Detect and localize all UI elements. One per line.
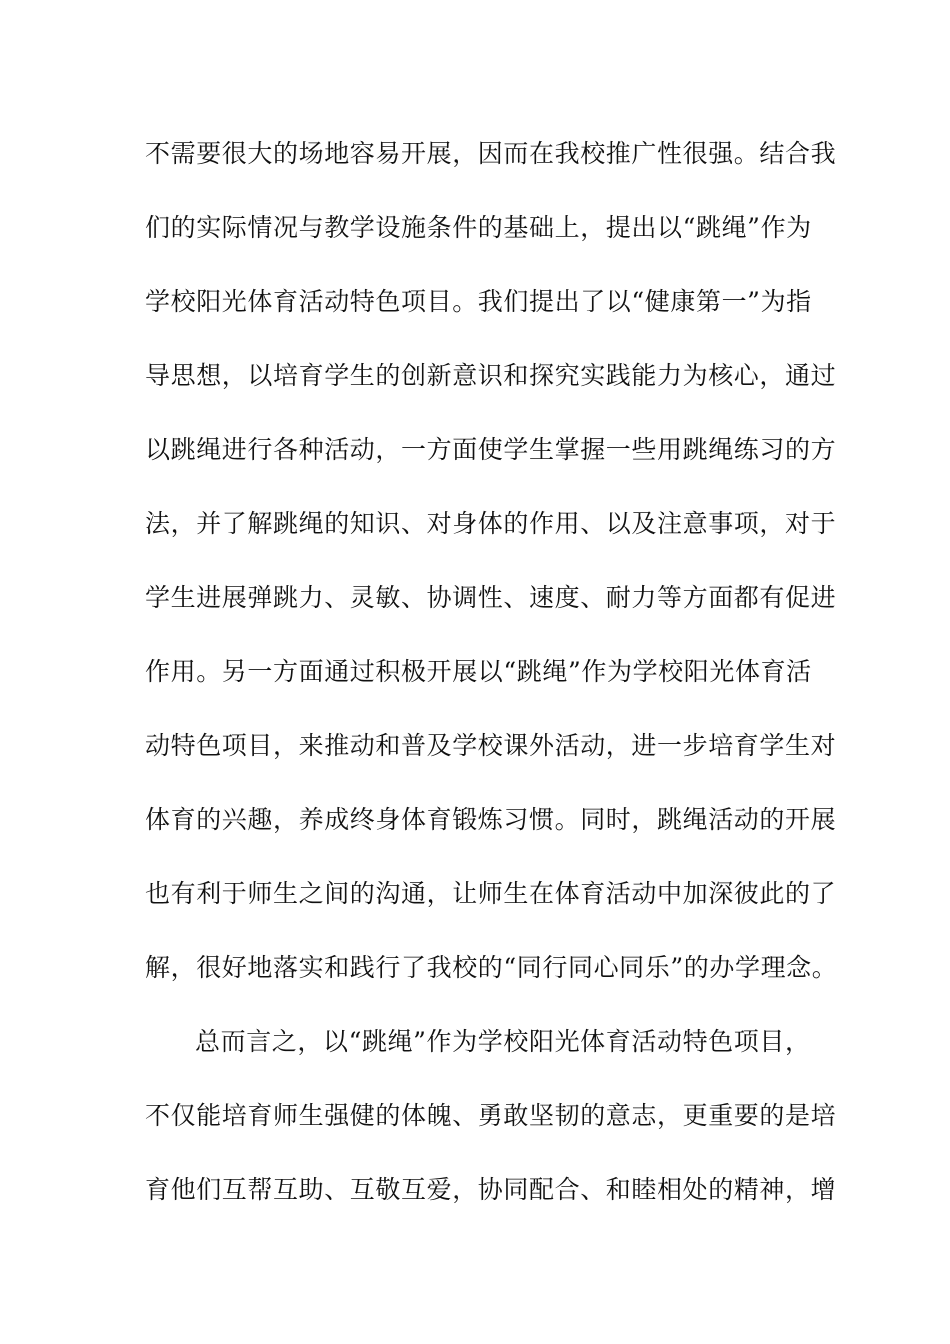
text-line: 们的实际情况与教学设施条件的基础上，提出以“跳绳”作为 (145, 213, 812, 242)
text-line: 总而言之，以“跳绳”作为学校阳光体育活动特色项目， (195, 1027, 811, 1056)
text-line: 不仅能培育师生强健的体魄、勇敢坚韧的意志，更重要的是培 (145, 1101, 837, 1130)
text-line: 育他们互帮互助、互敬互爱，协同配合、和睦相处的精神，增 (145, 1175, 837, 1204)
text-line: 体育的兴趣，养成终身体育锻炼习惯。同时，跳绳活动的开展 (145, 805, 837, 834)
paragraph-1 (145, 130, 838, 1018)
paragraph-2 (145, 1018, 837, 1240)
text-line: 法，并了解跳绳的知识、对身体的作用、以及注意事项，对于 (145, 509, 837, 538)
text-line: 以跳绳进行各种活动，一方面使学生掌握一些用跳绳练习的方 (145, 435, 837, 464)
document-body (145, 130, 838, 1240)
text-line: 解，很好地落实和践行了我校的“同行同心同乐”的办学理念。 (145, 953, 838, 982)
text-line: 作用。另一方面通过积极开展以“跳绳”作为学校阳光体育活 (145, 657, 812, 686)
text-line: 导思想，以培育学生的创新意识和探究实践能力为核心，通过 (145, 361, 837, 390)
text-line: 学校阳光体育活动特色项目。我们提出了以“健康第一”为指 (145, 287, 812, 316)
text-line: 不需要很大的场地容易开展，因而在我校推广性很强。结合我 (145, 139, 837, 168)
text-line: 也有利于师生之间的沟通，让师生在体育活动中加深彼此的了 (145, 879, 837, 908)
text-line: 学生进展弹跳力、灵敏、协调性、速度、耐力等方面都有促进 (145, 583, 837, 612)
text-line: 动特色项目，来推动和普及学校课外活动，进一步培育学生对 (145, 731, 837, 760)
